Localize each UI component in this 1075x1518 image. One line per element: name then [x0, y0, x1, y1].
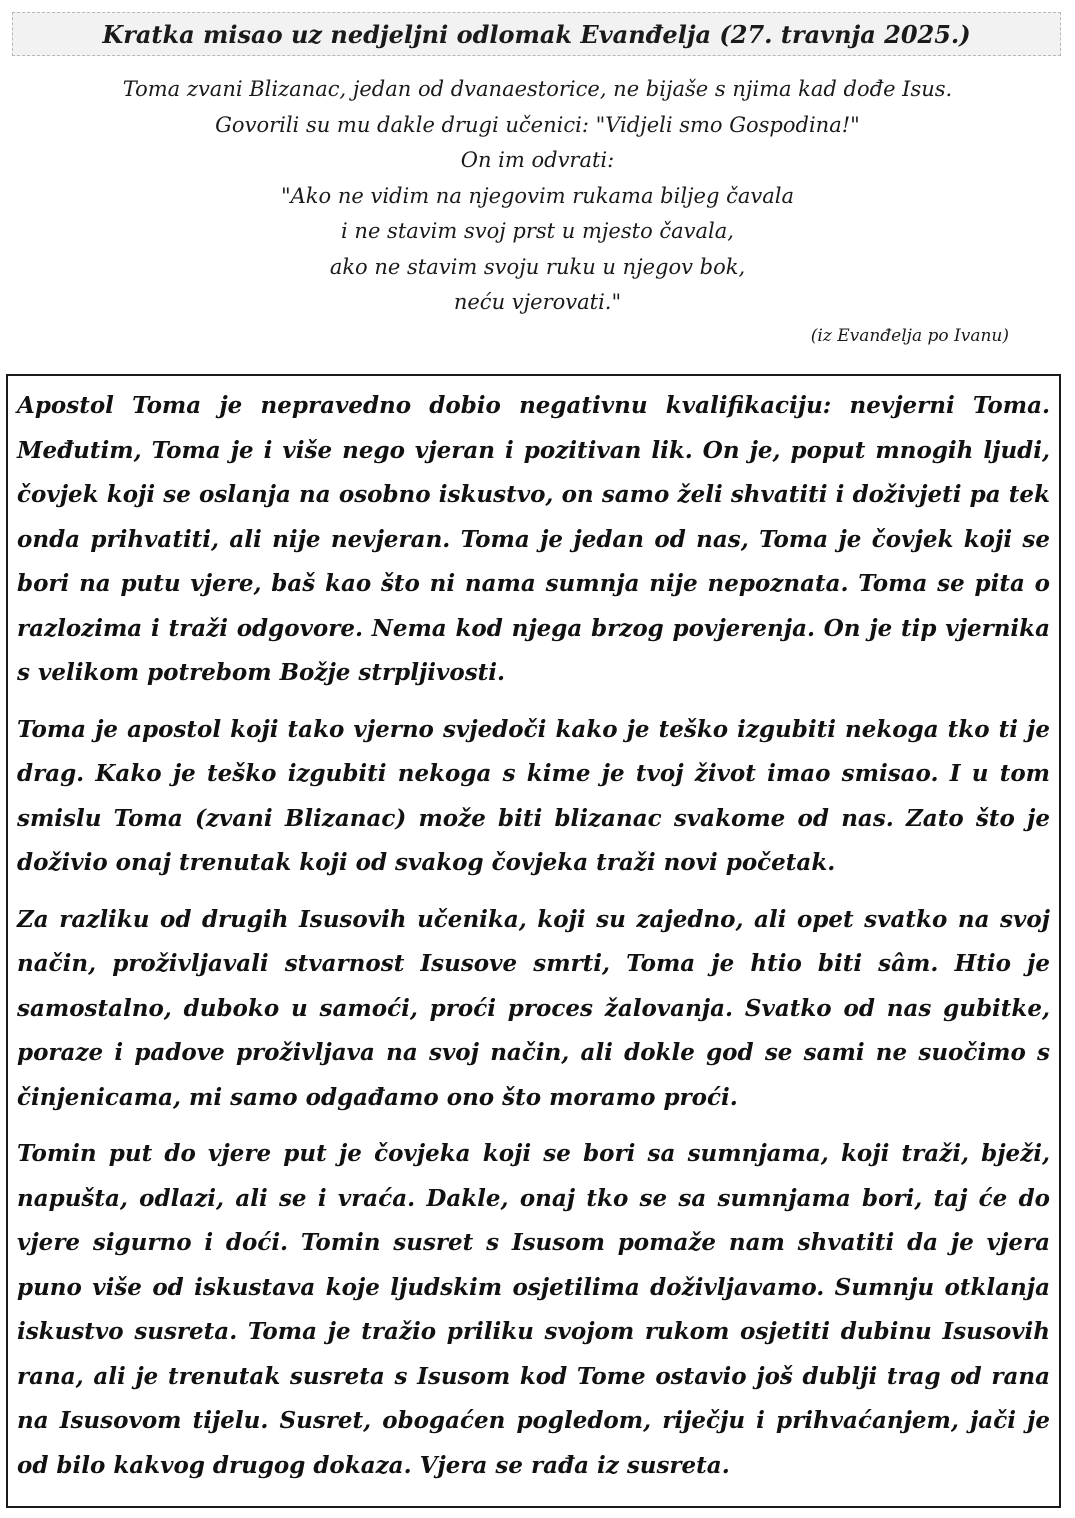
page-title: Kratka misao uz nedjeljni odlomak Evanđelja (27. travnja 2025.): [102, 19, 971, 49]
title-banner: [12, 12, 1061, 56]
quote-line: On im odvrati:: [460, 148, 615, 172]
quote-line: "Ako ne vidim na njegovim rukama biljeg čavala: [280, 183, 794, 208]
quote-line: i ne stavim svoj prst u mjesto čavala,: [341, 219, 734, 243]
reflection-paragraph: Apostol Toma je nepravedno dobio negativnu kvalifikaciju: nevjerni Toma. Međutim, Toma je i više nego vjeran i pozitivan lik. On je, poput mnogih ljudi, čovjek koji se oslanja na osobno iskustvo, on samo želi shvatiti i doživjeti pa tek onda prihvatiti, ali nije nevjeran. Toma je jedan od nas, Toma je čovjek koji se bori na putu vjere, baš kao što ni nama sumnja nije nepoznata. Toma se pita o razlozima i traži odgovore. Nema kod njega brzog povjerenja. On je tip vjernika s velikom potrebom Božje strpljivosti.: [17, 392, 1050, 686]
reflection-box: [6, 374, 1061, 1508]
quote-line: Toma zvani Blizanac, jedan od dvanaestorice, ne bijaše s njima kad dođe Isus.: [122, 77, 953, 101]
quote-line: Govorili su mu dakle drugi učenici: "Vidjeli smo Gospodina!": [215, 112, 860, 137]
quote-line: neću vjerovati.": [453, 290, 622, 314]
quote-line: ako ne stavim svoju ruku u njegov bok,: [329, 254, 746, 279]
quote-citation: (iz Evanđelja po Ivanu): [810, 326, 1009, 346]
reflection-paragraph: Za razliku od drugih Isusovih učenika, koji su zajedno, ali opet svatko na svoj način, proživljavali stvarnost Isusove smrti, Toma je htio biti sâm. Htio je samostalno, duboko u samoći, proći proces žalovanja. Svatko od nas gubitke, poraze i padove proživljava na svoj način, ali dokle god se sami ne suočimo s činjenicama, mi samo odgađamo ono što moramo proći.: [17, 905, 1050, 1111]
reflection-paragraph: Toma je apostol koji tako vjerno svjedoči kako je teško izgubiti nekoga tko ti je drag. Kako je teško izgubiti nekoga s kime je tvoj život imao smisao. I u tom smislu Toma (zvani Blizanac) može biti blizanac svakome od nas. Zato što je doživio onaj trenutak koji od svakog čovjeka traži novi početak.: [17, 715, 1050, 876]
reflection-paragraph: Tomin put do vjere put je čovjeka koji se bori sa sumnjama, koji traži, bježi, napušta, odlazi, ali se i vraća. Dakle, onaj tko se sa sumnjama bori, taj će do vjere sigurno i doći. Tomin susret s Isusom pomaže nam shvatiti da je vjera puno više od iskustava koje ljudskim osjetilima doživljavamo. Sumnju otklanja iskustvo susreta. Toma je tražio priliku svojom rukom osjetiti dubinu Isusovih rana, ali je trenutak susreta s Isusom kod Tome ostavio još dublji trag od rana na Isusovom tijelu. Susret, obogaćen pogledom, riječju i prihvaćanjem, jači je od bilo kakvog drugog dokaza. Vjera se rađa iz susreta.: [17, 1140, 1050, 1479]
gospel-quote: [40, 72, 1035, 321]
